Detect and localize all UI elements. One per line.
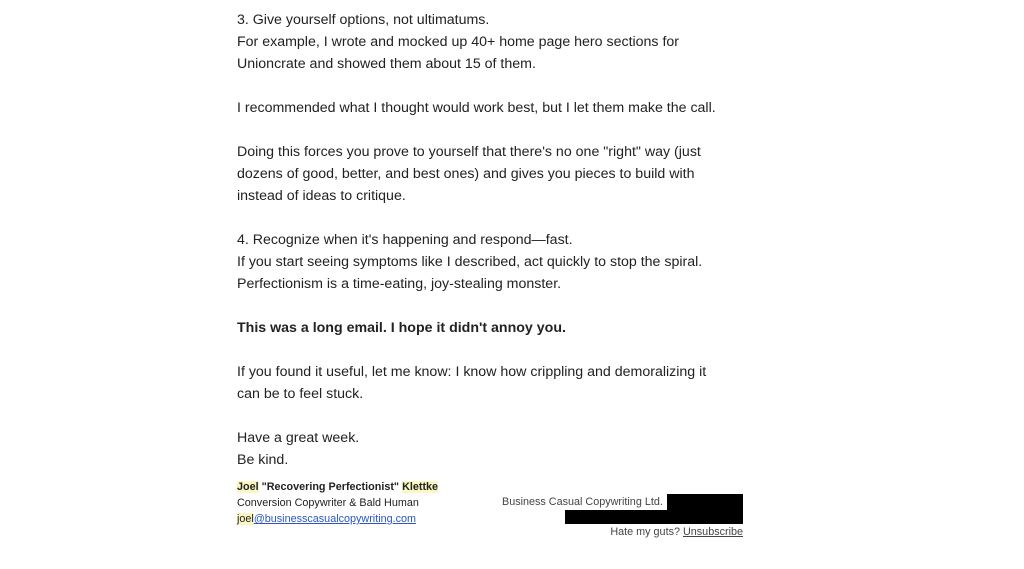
signature-first-name: Joel — [237, 481, 259, 493]
tip3-heading: 3. Give yourself options, not ultimatums. — [237, 12, 490, 28]
tip3-line-1: For example, I wrote and mocked up 40+ home page hero sections for — [237, 34, 680, 50]
signature-last-name: Klettke — [402, 481, 439, 493]
tip4-line-2: Perfectionism is a time-eating, joy-stealing monster. — [237, 276, 562, 292]
long-email-note: This was a long email. I hope it didn't annoy you. — [237, 320, 566, 336]
tip3-line-2: Unioncrate and showed them about 15 of them. — [237, 56, 536, 72]
unsubscribe-footer — [610, 525, 743, 539]
paragraph-gap — [237, 295, 747, 317]
tip4-heading: 4. Recognize when it's happening and respond—fast. — [237, 232, 573, 248]
forces-line-1: Doing this forces you prove to yourself that there's no one "right" way (just — [237, 144, 701, 160]
email-signature — [237, 479, 747, 541]
unsubscribe-link[interactable]: Unsubscribe — [682, 526, 743, 538]
forces-line-2: dozens of good, better, and best ones) and gives you pieces to build with — [237, 166, 695, 182]
paragraph-gap — [237, 405, 747, 427]
paragraph-gap — [237, 207, 747, 229]
company-name: Business Casual Copywriting Ltd. — [502, 496, 663, 508]
useful-line-1: If you found it useful, let me know: I know how crippling and demoralizing it — [237, 364, 707, 380]
signature-email-user: joel — [237, 513, 254, 525]
signature-name — [237, 479, 438, 495]
recommend-paragraph: I recommended what I thought would work best, but I let them make the call. — [237, 100, 716, 116]
email-body — [237, 9, 747, 471]
signature-nickname: "Recovering Perfectionist" — [258, 481, 403, 493]
paragraph-gap — [237, 339, 747, 361]
paragraph-gap — [237, 75, 747, 97]
forces-line-3: instead of ideas to critique. — [237, 188, 406, 204]
tip4-line-1: If you start seeing symptoms like I described, act quickly to stop the spiral. — [237, 254, 703, 270]
closing-line-1: Have a great week. — [237, 430, 360, 446]
closing-line-2: Be kind. — [237, 452, 289, 468]
paragraph-gap — [237, 119, 747, 141]
redaction-bar — [565, 510, 743, 524]
unsubscribe-prompt: Hate my guts? — [610, 526, 680, 538]
signature-email-link[interactable]: @businesscasualcopywriting.com — [253, 513, 416, 525]
useful-line-2: can be to feel stuck. — [237, 386, 364, 402]
signature-email — [237, 511, 416, 527]
signature-role: Conversion Copywriter & Bald Human — [237, 497, 419, 509]
redaction-bar — [667, 494, 743, 510]
